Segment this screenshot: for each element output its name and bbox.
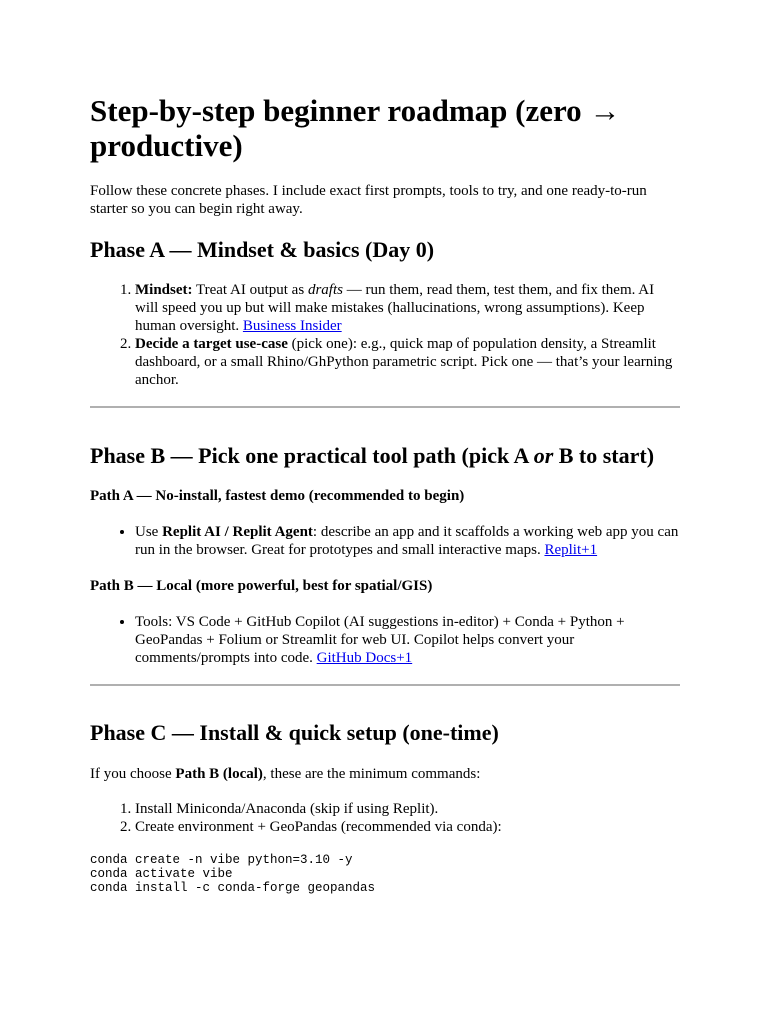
phase-a-item-use-case	[135, 335, 680, 389]
replit-agent-label: Replit AI / Replit Agent	[162, 524, 313, 540]
phase-b-heading	[90, 443, 680, 469]
phase-a-list	[90, 281, 680, 389]
use-case-text: (pick one): e.g., quick map of population density, a Streamlit dashboard, or a small Rhino/GhPython parametric script. Pick one — that’s your learning anchor.	[135, 336, 673, 388]
mindset-text-post: — run them, read them, test them, and fix them. AI will speed you up but will make mistakes (hallucinations, wrong assumptions). Keep human oversight.	[135, 282, 655, 334]
phase-a-item-mindset	[135, 281, 680, 335]
phase-b-heading-pre: Phase B — Pick one practical tool path (pick A	[90, 443, 534, 468]
phase-c-lead	[90, 765, 680, 783]
divider	[90, 684, 680, 686]
phase-c-step: 2. Create environment + GeoPandas (recommended via conda):	[135, 818, 680, 836]
phase-c-step: 1. Install Miniconda/Anaconda (skip if using Replit).	[135, 800, 680, 818]
replit-link[interactable]: Replit+1	[544, 542, 598, 558]
phase-c-lead-post: , these are the minimum commands:	[262, 766, 481, 782]
path-b-local-label: Path B (local)	[175, 766, 263, 782]
phase-c-steps	[90, 800, 680, 836]
code-block: conda create -n vibe python=3.10 -y conda activate vibe conda install -c conda-forge geopandas	[90, 853, 376, 895]
page-title: Step-by-step beginner roadmap (zero → productive)	[90, 93, 621, 163]
use-case-label: Decide a target use-case	[135, 336, 288, 352]
path-a-list	[90, 523, 680, 559]
business-insider-link[interactable]: Business Insider	[242, 318, 342, 334]
github-docs-link[interactable]: GitHub Docs+1	[316, 650, 413, 666]
path-b-text: Tools: VS Code + GitHub Copilot (AI suggestions in-editor) + Conda + Python + GeoPandas + Folium or Streamlit for web UI. Copilot helps convert your comments/prompts into code.	[135, 614, 625, 666]
divider	[90, 406, 680, 408]
intro-paragraph: Follow these concrete phases. I include exact first prompts, tools to try, and one ready-to-run starter so you can begin right away.	[90, 183, 647, 217]
phase-b-heading-post: B to start)	[553, 443, 655, 468]
path-a-text-pre: Use	[135, 524, 163, 540]
path-a-text-post: : describe an app and it scaffolds a working web app you can run in the browser. Great for prototypes and small interactive maps.	[135, 524, 679, 558]
path-a-title: Path A — No-install, fastest demo (recommended to begin)	[90, 488, 465, 504]
mindset-text-pre: Treat AI output as	[192, 282, 308, 298]
path-b-list	[90, 613, 680, 667]
phase-a-heading: Phase A — Mindset & basics (Day 0)	[90, 237, 435, 262]
phase-c-lead-pre: If you choose	[90, 766, 176, 782]
path-b-item	[135, 613, 680, 667]
path-b-title: Path B — Local (more powerful, best for spatial/GIS)	[90, 578, 433, 594]
phase-c-heading: Phase C — Install & quick setup (one-time)	[90, 720, 499, 745]
path-a-item	[135, 523, 680, 559]
drafts-emphasis: drafts	[307, 282, 343, 298]
mindset-label: Mindset:	[135, 282, 193, 298]
phase-b-heading-em: or	[533, 443, 554, 468]
